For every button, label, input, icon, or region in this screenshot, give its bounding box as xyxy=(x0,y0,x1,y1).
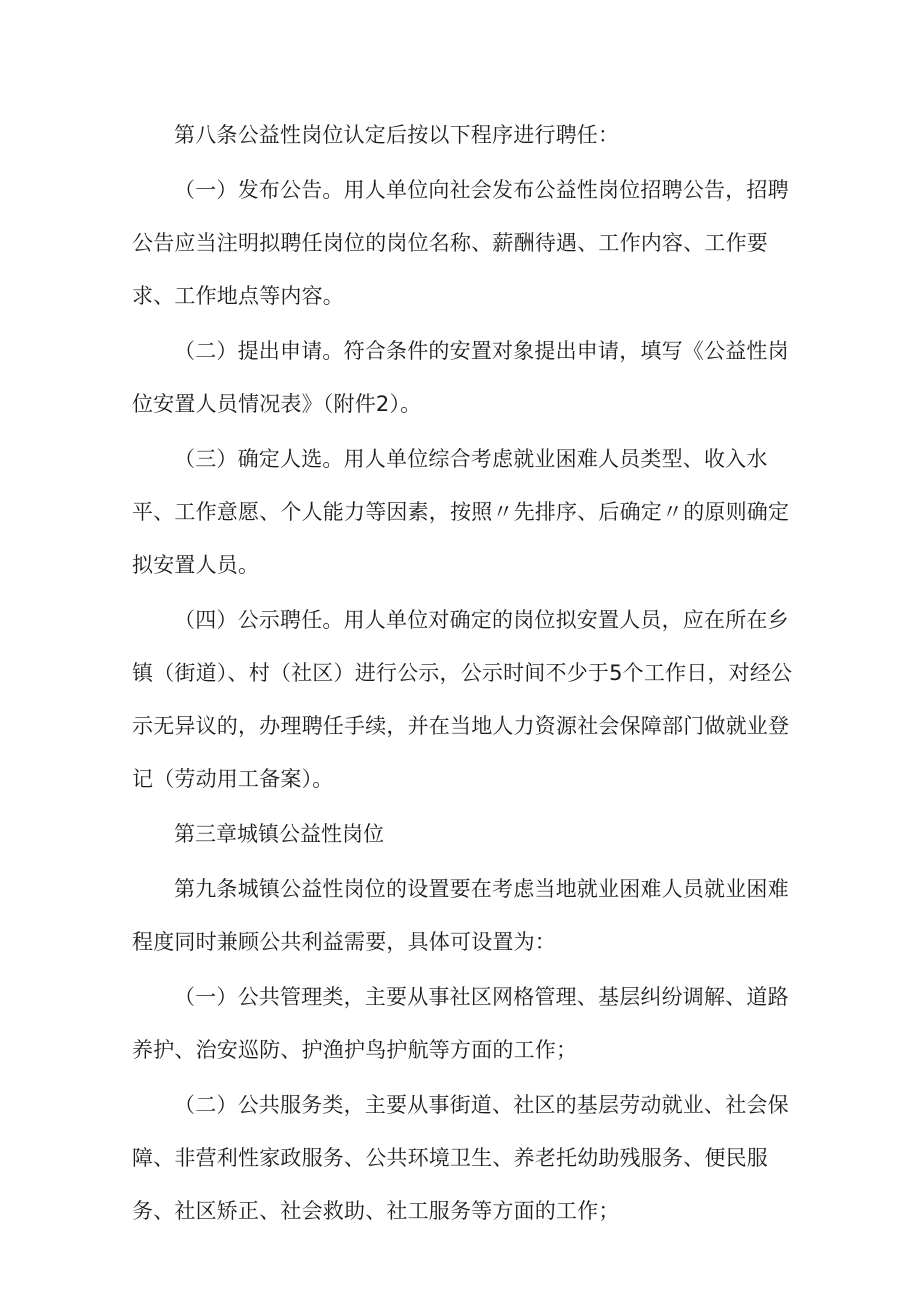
article-8-paragraph: 第八条公益性岗位认定后按以下程序进行聘任： xyxy=(174,123,620,147)
article-8-item-1: （一）发布公告。用人单位向社会发布公益性岗位招聘公告，招聘公告应当注明拟聘任岗位的岗位名称、薪酬待遇、工作内容、工作要求、工作地点等内容。 xyxy=(132,178,789,308)
article-9-paragraph: 第九条城镇公益性岗位的设置要在考虑当地就业困难人员就业困难程度同时兼顾公共利益需要，具体可设置为： xyxy=(132,877,789,954)
chapter-3-heading: 第三章城镇公益性岗位 xyxy=(174,822,384,846)
article-8-item-4: （四）公示聘任。用人单位对确定的岗位拟安置人员，应在所在乡镇（街道）、村（社区）进行公示，公示时间不少于5个工作日，对经公示无异议的，办理聘任手续，并在当地人力资源社会保障部门做就业登记（劳动用工备案）。 xyxy=(132,608,793,791)
article-8-item-3: （三）确定人选。用人单位综合考虑就业困难人员类型、收入水平、工作意愿、个人能力等因素，按照〃先排序、后确定〃的原则确定拟安置人员。 xyxy=(132,447,790,577)
article-9-item-1: （一）公共管理类，主要从事社区网格管理、基层纠纷调解、道路养护、治安巡防、护渔护鸟护航等方面的工作； xyxy=(132,985,789,1062)
article-9-item-2: （二）公共服务类，主要从事街道、社区的基层劳动就业、社会保障、非营利性家政服务、公共环境卫生、养老托幼助残服务、便民服务、社区矫正、社会救助、社工服务等方面的工作； xyxy=(132,1093,789,1223)
article-8-item-2: （二）提出申请。符合条件的安置对象提出申请，填写《公益性岗位安置人员情况表》（附件2）。 xyxy=(132,339,789,416)
document-body xyxy=(132,109,800,1240)
